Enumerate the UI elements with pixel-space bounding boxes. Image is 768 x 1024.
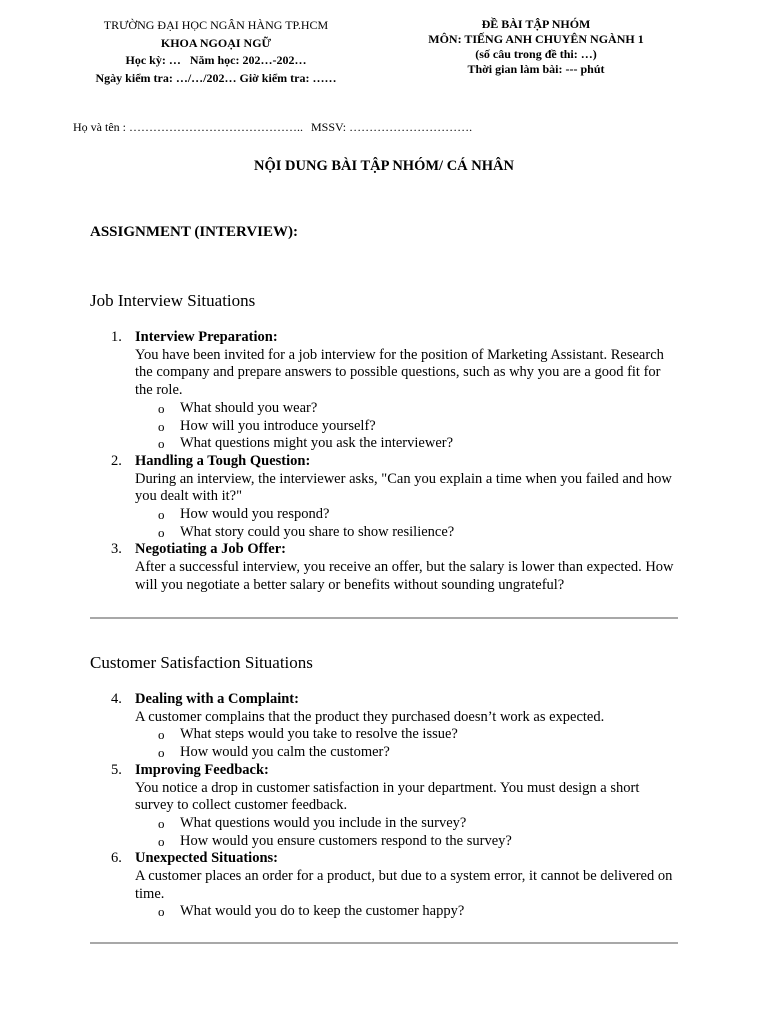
question-item [90,850,680,921]
sub-question-text: How would you calm the customer? [180,744,390,761]
sub-question [135,418,680,436]
duration-line: Thời gian làm bài: --- phút [467,62,605,76]
bullet-icon: o [158,727,165,743]
bullet-icon: o [158,400,165,416]
sub-question-list [135,903,680,921]
sub-question-text: How would you ensure customers respond to the survey? [180,832,512,849]
question-count: (số câu trong đề thi: …) [475,47,597,61]
student-info-line [73,120,472,135]
header-right-block [400,17,672,77]
question-body: You notice a drop in customer satisfaction in your department. You must design a short survey to collect customer feedback. [135,779,640,814]
assignment-title: ASSIGNMENT (INTERVIEW): [90,224,298,240]
question-item [90,541,680,594]
bullet-icon: o [158,745,165,761]
sub-question-text: What should you wear? [180,399,318,416]
question-number: 2. [111,452,122,469]
bullet-icon: o [158,815,165,831]
question-title: Interview Preparation: [135,329,278,345]
sub-question-text: How would you respond? [180,506,330,523]
question-title: Negotiating a Job Offer: [135,541,287,558]
sub-question [135,506,680,524]
question-number: 5. [111,761,122,778]
sub-question-text: What questions would you include in the survey? [180,814,467,831]
question-title: Handling a Tough Question: [135,452,311,469]
bullet-icon: o [158,507,165,523]
sub-question-list [135,726,680,761]
question-number: 3. [111,541,122,558]
question-body: A customer complains that the product they purchased doesn’t work as expected. [135,708,605,725]
sub-question [135,815,680,833]
question-body: A customer places an order for a product, but due to a system error, it cannot be delivered on time. [135,868,673,902]
semester-line: Học kỳ: … Năm học: 202…-202… [125,53,307,67]
bullet-icon: o [158,436,165,452]
sub-question-text: How will you introduce yourself? [180,417,376,434]
sub-question-list [135,506,680,541]
question-number: 4. [111,691,122,707]
section-divider [90,617,678,619]
section-divider [90,942,678,944]
question-title: Dealing with a Complaint: [135,691,299,707]
subject-line: MÔN: TIẾNG ANH CHUYÊN NGÀNH 1 [428,32,644,46]
bullet-icon: o [158,833,165,849]
sub-question [135,435,680,453]
bullet-icon: o [158,904,165,920]
student-id-field: MSSV: …………………………. [311,120,473,134]
sub-question-text: What story could you share to show resilience? [180,523,455,540]
university-name: TRƯỜNG ĐẠI HỌC NGÂN HÀNG TP.HCM [103,18,329,32]
student-name-field: Họ và tên : …………………………………….. [73,120,303,134]
bullet-icon: o [158,524,165,540]
sub-question [135,903,680,921]
question-item [90,762,680,851]
sub-question-list [135,400,680,453]
question-body: After a successful interview, you receive an offer, but the salary is lower than expected. How will you negotiate a better salary or benefits without sounding ungrateful? [135,559,674,593]
sub-question [135,524,680,542]
sub-question [135,726,680,744]
sub-question [135,744,680,762]
section-title-job-interview: Job Interview Situations [90,291,256,310]
section-title-customer-satisfaction: Customer Satisfaction Situations [90,653,313,672]
sub-question-list [135,815,680,850]
faculty-name: KHOA NGOẠI NGỮ [160,35,272,50]
question-body: You have been invited for a job interview for the position of Marketing Assistant. Research the company and prepare answers to possible questions, such as why you are a good fit for the role. [135,346,664,399]
sub-question [135,400,680,418]
question-item [90,691,680,762]
question-number: 6. [111,850,122,867]
question-body: During an interview, the interviewer asks, "Can you explain a time when you failed and how you dealt with it?" [135,470,672,505]
document-title: NỘI DUNG BÀI TẬP NHÓM/ CÁ NHÂN [254,158,514,174]
assignment-heading: ĐỀ BÀI TẬP NHÓM [481,17,591,31]
question-list-customer-satisfaction [90,691,680,921]
question-title: Unexpected Situations: [135,850,278,867]
question-list-job-interview [90,329,680,595]
question-item [90,329,680,453]
question-item [90,453,680,542]
question-number: 1. [111,329,122,345]
bullet-icon: o [158,418,165,434]
sub-question-text: What would you do to keep the customer happy? [180,903,465,920]
exam-date-line: Ngày kiểm tra: …/…/202… Giờ kiểm tra: …… [95,70,337,85]
question-title: Improving Feedback: [135,761,269,778]
header-left-block [80,17,352,87]
sub-question-text: What questions might you ask the interviewer? [180,435,454,452]
sub-question-text: What steps would you take to resolve the issue? [180,726,458,743]
sub-question [135,833,680,851]
